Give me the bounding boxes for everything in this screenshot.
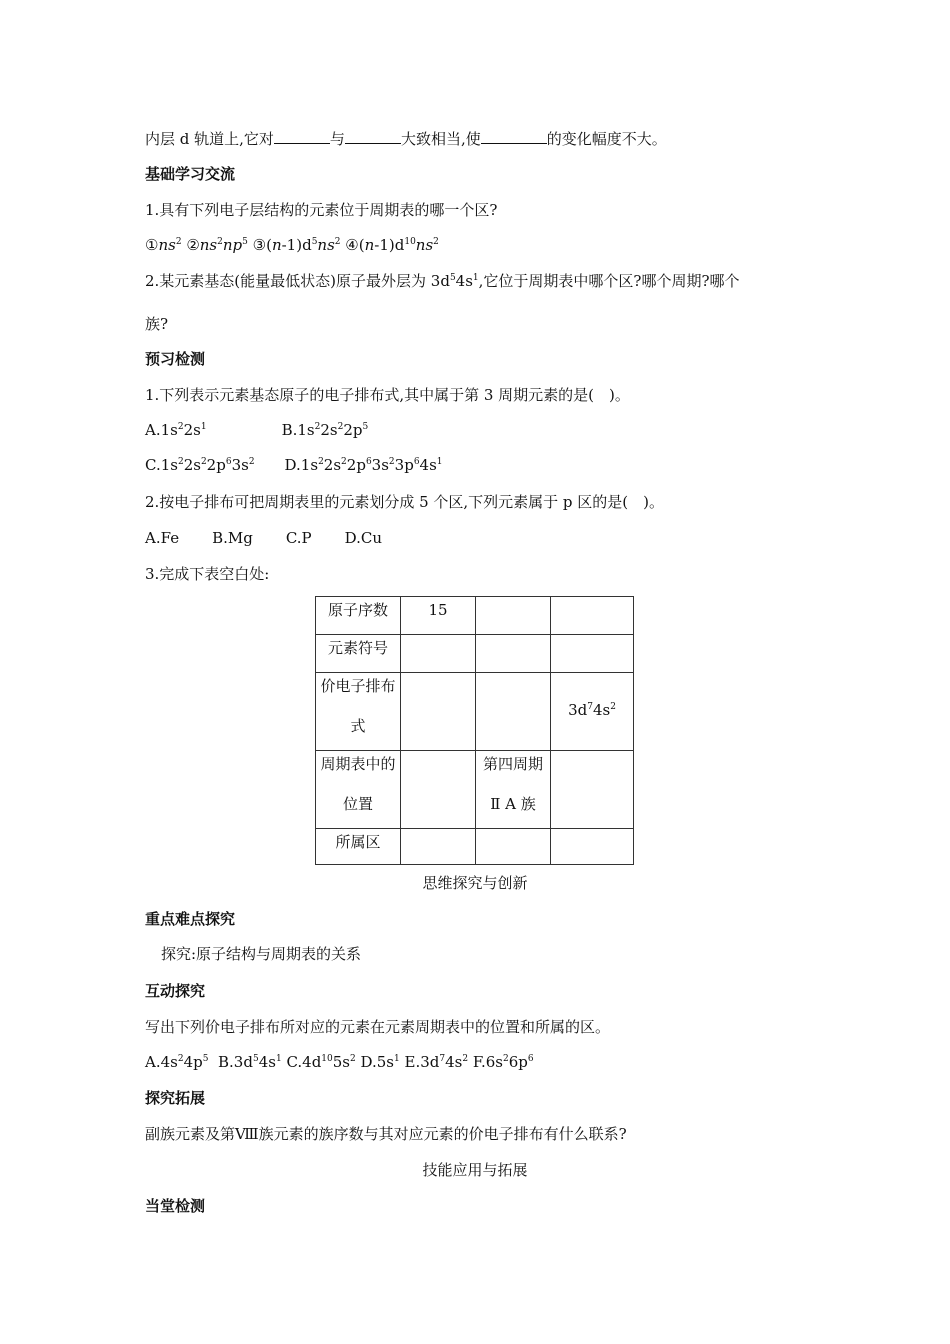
- caption-thinking: 思维探究与创新: [422, 874, 528, 892]
- key-text: 探究:原子结构与周期表的关系: [161, 945, 362, 963]
- table-row: [316, 751, 634, 829]
- preview-q1: 1.下列表示元素基态原子的电子排布式,其中属于第 3 周期元素的是( )。: [145, 386, 630, 404]
- intro-sentence: [145, 128, 667, 149]
- table-cell[interactable]: [476, 673, 551, 751]
- table-cell[interactable]: 15: [401, 597, 476, 635]
- table-row: [316, 673, 634, 751]
- intro-text-4: 的变化幅度不大。: [546, 130, 667, 148]
- q2-option-b[interactable]: B.Mg: [212, 529, 253, 547]
- caption-skill: 技能应用与拓展: [422, 1161, 528, 1179]
- intro-text-2: 与: [329, 130, 345, 148]
- table-cell[interactable]: [401, 635, 476, 673]
- blank-3[interactable]: [481, 128, 547, 144]
- basic-q1: 1.具有下列电子层结构的元素位于周期表的哪一个区?: [145, 201, 498, 219]
- preview-q1-options-ab: [145, 420, 368, 440]
- table-cell[interactable]: [551, 829, 634, 865]
- heading-basic: 基础学习交流: [145, 165, 236, 183]
- heading-class: 当堂检测: [145, 1197, 206, 1215]
- preview-q2: 2.按电子排布可把周期表里的元素划分成 5 个区,下列元素属于 p 区的是( )。: [145, 493, 665, 511]
- table-row: [316, 635, 634, 673]
- option-a[interactable]: $A.1s^22s^1$: [145, 421, 207, 439]
- table-row: [316, 597, 634, 635]
- table-cell[interactable]: [551, 635, 634, 673]
- table-cell[interactable]: [401, 673, 476, 751]
- q2-option-c[interactable]: C.P: [285, 529, 312, 547]
- interactive-configs: $A.4s^24p^5$ $B.3d^54s^1$ $C.4d^{10}5s^2$ $D.5s^1$ $E.3d^74s^2$ $F.6s^26p^6$: [145, 1053, 534, 1071]
- table-header-cell: 原子序数: [316, 597, 401, 635]
- heading-preview: 预习检测: [145, 350, 206, 368]
- preview-q2-options: [145, 528, 382, 548]
- option-c[interactable]: $C.1s^22s^22p^63s^2$: [145, 456, 255, 474]
- q2-option-d[interactable]: D.Cu: [344, 529, 383, 547]
- fill-in-table: [315, 596, 634, 865]
- table-row: [316, 829, 634, 865]
- heading-interactive: 互动探究: [145, 982, 206, 1000]
- blank-2[interactable]: [345, 128, 401, 144]
- table-cell[interactable]: [551, 597, 634, 635]
- option-b[interactable]: $B.1s^22s^22p^5$: [281, 421, 369, 439]
- table-header-cell: 周期表中的 位置: [316, 751, 401, 829]
- table-cell[interactable]: [401, 829, 476, 865]
- basic-q2-text-b: ,它位于周期表中哪个区?哪个周期?哪个: [478, 272, 740, 290]
- interactive-text: 写出下列价电子排布所对应的元素在元素周期表中的位置和所属的区。: [145, 1018, 611, 1036]
- basic-q1-configs: $①ns^2$ $②ns^2np^5$ $③(n-1)d^5ns^2$ $④(n-1)d^{10}ns^2$: [145, 236, 439, 254]
- intro-text-1: 内层 d 轨道上,它对: [145, 130, 274, 148]
- basic-q2-cont: 族?: [145, 315, 169, 333]
- basic-q2: 2.某元素基态(能量最低状态)原子最外层为 $3d^54s^1$,它位于周期表中哪个区?哪个周期?哪个: [145, 272, 740, 290]
- table-cell[interactable]: [551, 751, 634, 829]
- preview-q1-options-cd: [145, 455, 443, 475]
- intro-text-3: 大致相当,使: [400, 130, 481, 148]
- extend-text: 副族元素及第Ⅷ族元素的族序数与其对应元素的价电子排布有什么联系?: [145, 1125, 627, 1143]
- heading-extend: 探究拓展: [145, 1089, 206, 1107]
- table-header-cell: 价电子排布 式: [316, 673, 401, 751]
- table-cell[interactable]: [476, 829, 551, 865]
- table-cell[interactable]: $3d^74s^2$: [551, 673, 634, 751]
- table-cell[interactable]: [476, 597, 551, 635]
- table-header-cell: 所属区: [316, 829, 401, 865]
- option-d[interactable]: $D.1s^22s^22p^63s^23p^64s^1$: [284, 456, 443, 474]
- table-cell[interactable]: 第四周期 Ⅱ A 族: [476, 751, 551, 829]
- basic-q2-text-a: 2.某元素基态(能量最低状态)原子最外层为 3d: [145, 272, 450, 290]
- blank-1[interactable]: [274, 128, 330, 144]
- table-header-cell: 元素符号: [316, 635, 401, 673]
- preview-q3: 3.完成下表空白处:: [145, 565, 270, 583]
- q2-option-a[interactable]: A.Fe: [145, 529, 180, 547]
- heading-key: 重点难点探究: [145, 910, 236, 928]
- table-cell[interactable]: [476, 635, 551, 673]
- table-cell[interactable]: [401, 751, 476, 829]
